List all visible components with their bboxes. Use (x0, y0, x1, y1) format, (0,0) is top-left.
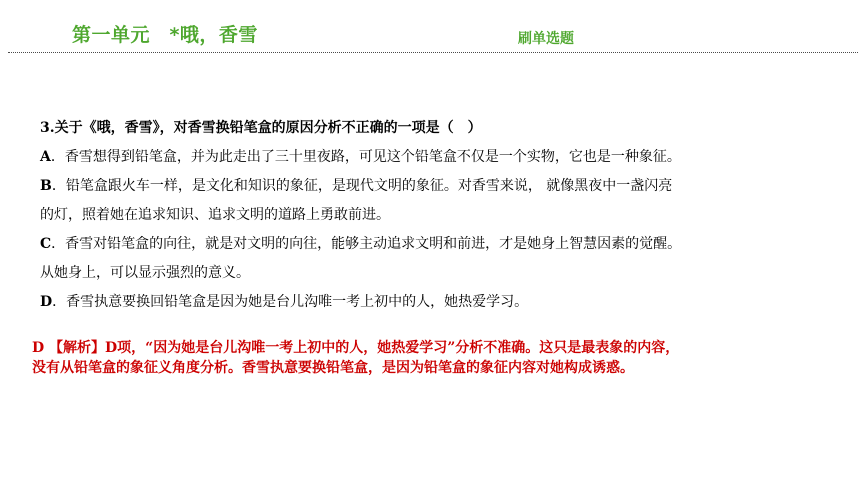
section-tag: 刷单选题 (518, 31, 574, 47)
option-letter: C (40, 236, 52, 252)
unit-title: 第一单元 *哦，香雪 (72, 24, 258, 46)
option-text: ．香雪想得到铅笔盒，并为此走出了三十里夜路，可见这个铅笔盒不仅是一个实物，它也是一种象征。 (50, 149, 681, 165)
question-block (40, 114, 830, 317)
option-c (40, 230, 830, 259)
header-divider (8, 52, 858, 53)
answer-line: 没有从铅笔盒的象征义角度分析。香雪执意要换铅笔盒，是因为铅笔盒的象征内容对她构成诱惑。 (32, 360, 634, 376)
option-b-continuation: 的灯，照着她在追求知识、追求文明的道路上勇敢前进。 (40, 207, 390, 223)
option-c-continuation: 从她身上，可以显示强烈的意义。 (40, 265, 250, 281)
option-letter: B (40, 178, 52, 194)
option-d (40, 288, 830, 317)
option-letter: D (40, 294, 53, 310)
option-text: ．香雪对铅笔盒的向往，就是对文明的向往，能够主动追求文明和前进，才是她身上智慧因素的觉醒。 (51, 236, 682, 252)
answer-line: D 【解析】D项，“因为她是台儿沟唯一考上初中的人，她热爱学习”分析不准确。这只是最表象的内容， (32, 340, 680, 356)
option-text: ．香雪执意要换回铅笔盒是因为她是台儿沟唯一考上初中的人，她热爱学习。 (52, 294, 529, 310)
option-b (40, 172, 830, 201)
option-a (40, 143, 830, 172)
option-text: ．铅笔盒跟火车一样，是文化和知识的象征，是现代文明的象征。对香雪来说， 就像黑夜中一盏闪亮 (51, 178, 673, 194)
answer-explanation (32, 338, 832, 378)
question-stem: 3.关于《哦，香雪》，对香雪换铅笔盒的原因分析不正确的一项是（ ） (40, 120, 482, 136)
option-letter: A (40, 149, 51, 165)
slide-header (0, 0, 860, 54)
